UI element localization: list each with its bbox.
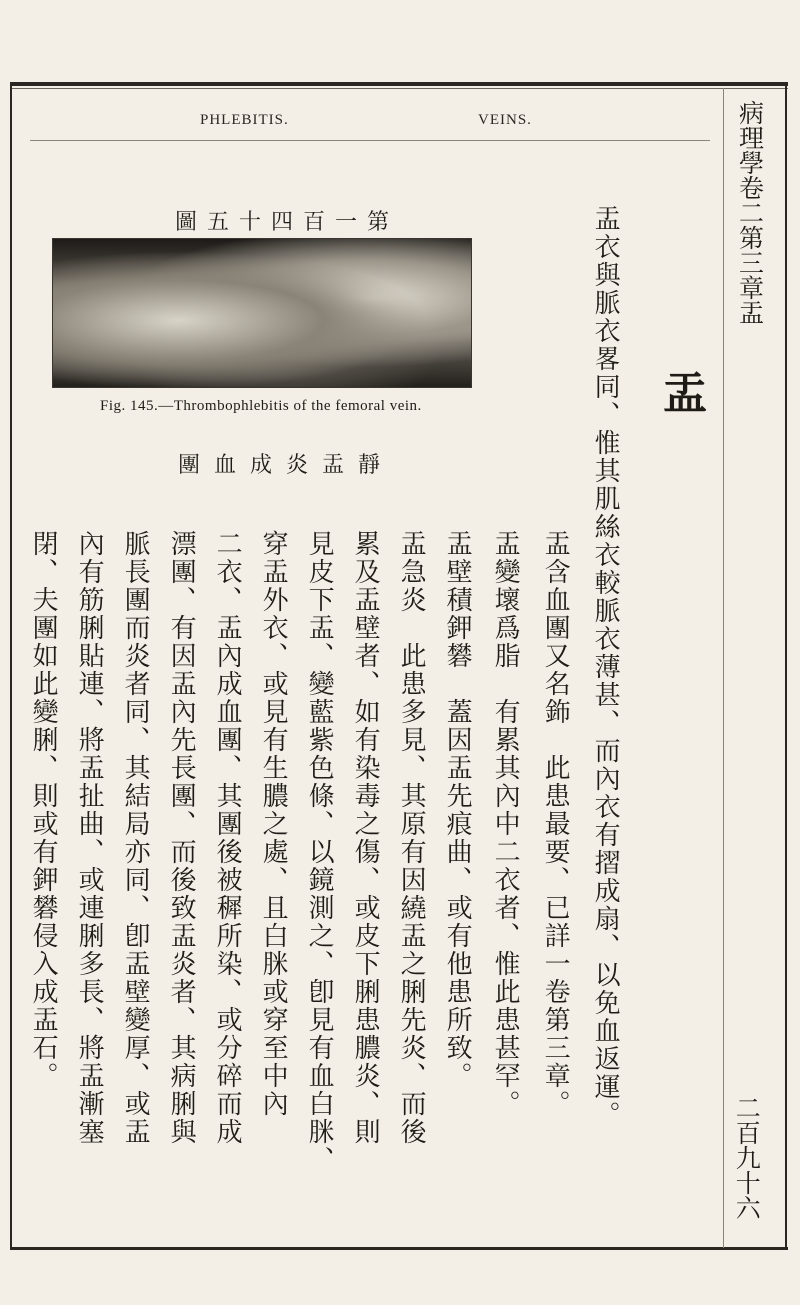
text-column-8: 穿盂外衣、或見有生膿之處、且白脒或穿至中內: [258, 530, 289, 1118]
text-column-3: 盂變壞爲脂 有累其內中二衣者、惟此患甚罕。: [490, 530, 521, 1118]
text-column-1: 盂衣與脈衣畧同、惟其肌絲衣較脈衣薄甚、而內衣有摺成扇、以免血返運。: [590, 205, 621, 1129]
figure-caption: Fig. 145.—Thrombophlebitis of the femoral vein.: [100, 398, 422, 414]
figure-subtitle: 團血成炎盂靜: [178, 453, 395, 478]
figure-photograph: [52, 238, 472, 388]
bottom-border: [10, 1247, 788, 1250]
text-column-12: 內有筋脷貼連、將盂扯曲、或連脷多長、將盂漸塞: [74, 530, 105, 1146]
text-column-11: 脈長團而炎者同、其結局亦同、卽盂壁變厚、或盂: [120, 530, 151, 1146]
top-border-inner: [10, 88, 788, 89]
left-border: [10, 84, 12, 1249]
text-column-6: 累及盂壁者、如有染毒之傷、或皮下脷患膿炎、則: [350, 530, 381, 1146]
text-column-4: 盂壁積鉀礬 蓋因盂先痕曲、或有他患所致。: [442, 530, 473, 1090]
text-column-7: 見皮下盂、變藍紫色條、以鏡測之、卽見有血白脒、: [304, 530, 335, 1174]
figure-title: 圖五十四百一第: [175, 210, 400, 235]
margin-running-title: 病理學卷二第三章盂: [735, 100, 765, 325]
top-border: [10, 82, 788, 86]
margin-page-number: 二百九十六: [732, 1095, 762, 1220]
running-header-right: VEINS.: [478, 112, 532, 128]
text-column-2: 盂含血團又名鉓 此患最要、已詳一卷第三章。: [540, 530, 571, 1118]
section-title: 盂: [655, 370, 706, 414]
text-column-5: 盂急炎 此患多見、其原有因繞盂之脷先炎、而後: [396, 530, 427, 1146]
running-header-left: PHLEBITIS.: [200, 112, 289, 128]
text-column-10: 漂團、有因盂內先長團、而後致盂炎者、其病脷與: [166, 530, 197, 1146]
text-column-9: 二衣、盂內成血團、其團後被穉所染、或分碎而成: [212, 530, 243, 1146]
header-rule: [30, 140, 710, 141]
text-column-13: 閉、夫團如此變脷、則或有鉀礬侵入成盂石。: [28, 530, 59, 1090]
margin-divider: [723, 88, 724, 1248]
right-border: [785, 84, 787, 1249]
